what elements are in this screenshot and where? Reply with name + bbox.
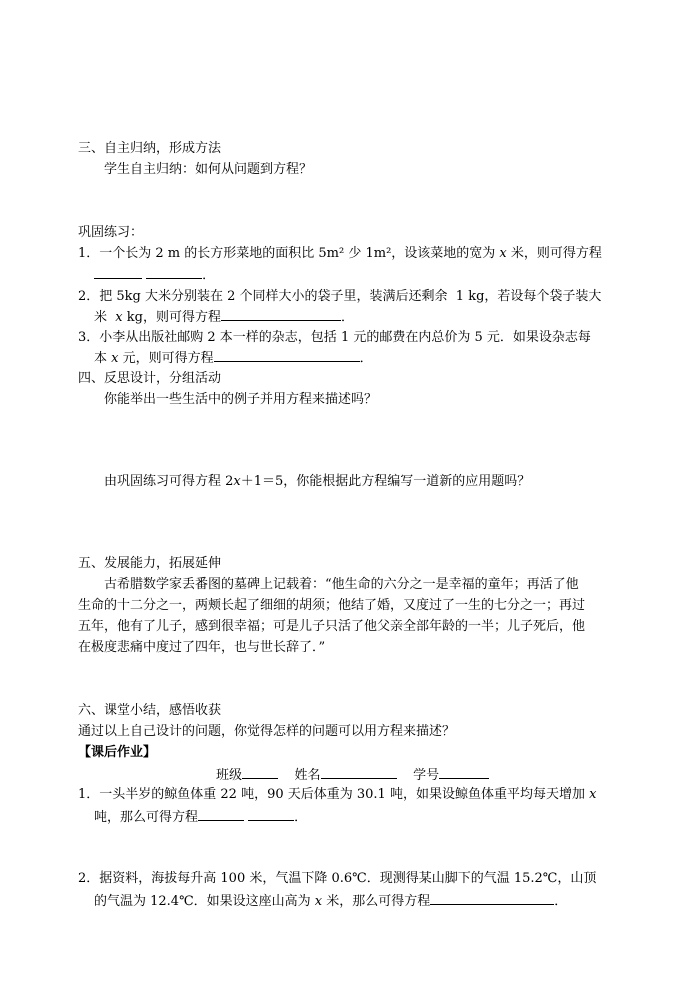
section-5-paragraph-line: 古希腊数学家丢番图的墓碑上记载着：“他生命的六分之一是幸福的童年；再活了他	[104, 577, 579, 592]
practice-question-2-cont: 米 x kg，则可得方程 ．	[94, 310, 354, 325]
section-3-heading: 三、自主归纳，形成方法	[78, 141, 222, 156]
practice-question-1-answer[interactable]: ．	[94, 266, 215, 284]
section-5-paragraph-line: 在极度悲痛中度过了四年，也与世长辞了．”	[78, 640, 326, 655]
answer-blank[interactable]	[430, 892, 492, 905]
practice-question-3: 3．小李从出版社邮购 2 本一样的杂志，包括 1 元的邮费在内总价为 5 元．如果设杂志每	[78, 330, 591, 345]
section-4-question-2: 由巩固练习可得方程 2x＋1＝5，你能根据此方程编写一道新的应用题吗？	[104, 474, 531, 489]
class-field[interactable]	[242, 766, 278, 779]
homework-question-2-cont: 的气温为 12.4℃．如果设这座山高为 x 米，那么可得方程 ．	[94, 894, 568, 909]
answer-blank[interactable]	[492, 892, 554, 905]
practice-title: 巩固练习：	[78, 225, 144, 240]
section-5-paragraph-line: 五年，他有了儿子，感到很幸福；可是儿子只活了他父亲全部年龄的一半；儿子死后，他	[78, 619, 586, 634]
answer-blank[interactable]	[198, 808, 244, 821]
answer-blank[interactable]	[214, 349, 360, 362]
section-4-heading: 四、反思设计，分组活动	[78, 371, 222, 386]
homework-title: 【课后作业】	[78, 745, 157, 760]
answer-blank[interactable]	[221, 308, 341, 321]
section-3-body: 学生自主归纳：如何从问题到方程？	[104, 162, 313, 177]
student-id-field[interactable]	[439, 766, 489, 779]
answer-blank[interactable]	[248, 808, 294, 821]
section-4-question-1: 你能举出一些生活中的例子并用方程来描述吗？	[104, 392, 378, 407]
answer-blank[interactable]	[94, 266, 142, 279]
homework-question-1-cont: 吨，那么可得方程 ．	[94, 810, 308, 825]
answer-blank[interactable]	[146, 266, 202, 279]
name-field[interactable]	[321, 766, 397, 779]
section-6-heading: 六、课堂小结，感悟收获	[78, 703, 222, 718]
practice-question-2: 2．把 5kg 大米分别装在 2 个同样大小的袋子里，装满后还剩余 1 kg，若设每个袋子装大	[78, 289, 602, 304]
section-5-paragraph-line: 生命的十二分之一，两颊长起了细细的胡须；他结了婚，又度过了一生的七分之一；再过	[78, 598, 586, 613]
homework-question-2: 2．据资料，海拔每升高 100 米，气温下降 0.6℃．现测得某山脚下的气温 15.2℃，山顶	[78, 871, 597, 886]
student-info-line: 班级 姓名 学号	[216, 766, 489, 784]
practice-question-3-cont: 本 x 元，则可得方程 ．	[94, 351, 373, 366]
section-5-heading: 五、发展能力，拓展延伸	[78, 556, 222, 571]
practice-question-1: 1．一个长为 2 m 的长方形菜地的面积比 5m² 少 1m²，设该菜地的宽为 x 米，则可得方程	[78, 246, 602, 261]
section-6-body: 通过以上自己设计的问题，你觉得怎样的问题可以用方程来描述？	[78, 724, 456, 739]
homework-question-1: 1．一头半岁的鲸鱼体重 22 吨，90 天后体重为 30.1 吨，如果设鲸鱼体重平均每天增加 x	[78, 787, 597, 802]
